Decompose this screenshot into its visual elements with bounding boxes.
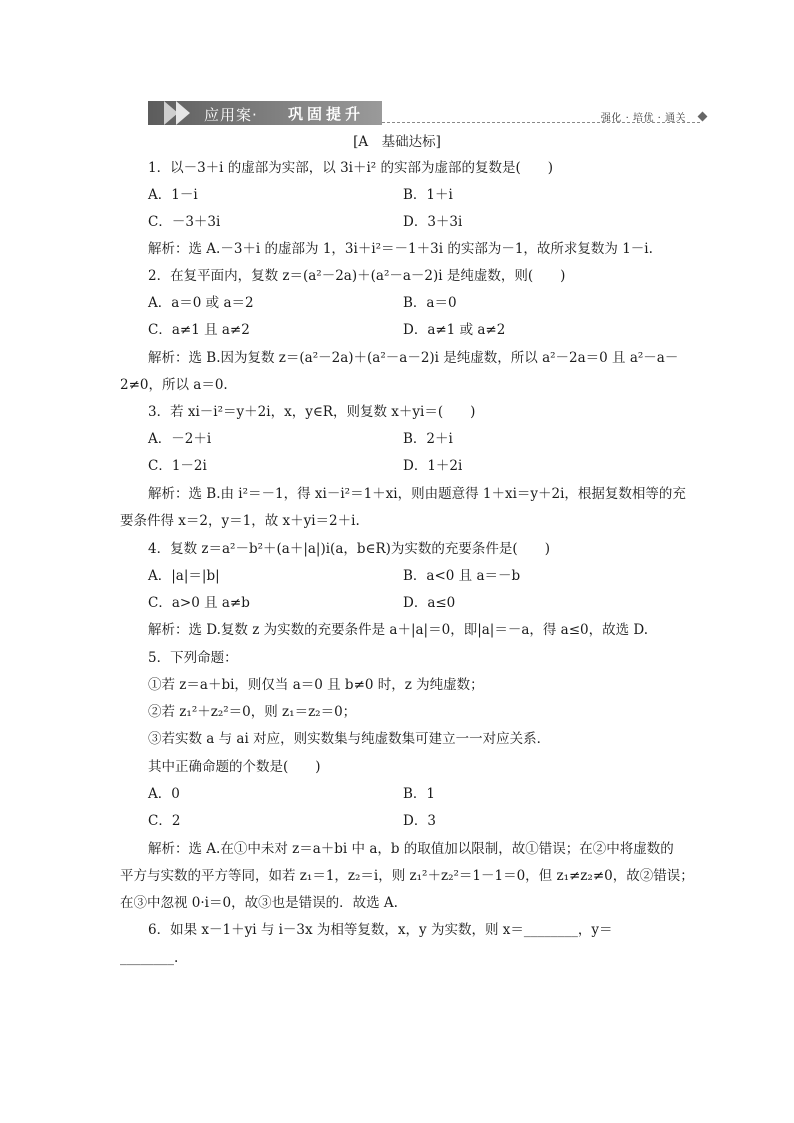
header-title-right: 巩固提升 xyxy=(288,105,365,123)
q5-option-b: B．1 xyxy=(403,786,436,802)
question-3-stem: 3．若 xi－i²＝y＋2i，x，y∈R，则复数 x＋yi＝( ) xyxy=(148,404,476,420)
chevron-icon xyxy=(176,101,190,125)
question-6-line-1: 6．如果 x－1＋yi 与 i－3x 为相等复数，x，y 为实数，则 x＝________，y＝ xyxy=(148,922,613,938)
header-tagline: 强化 · 培优 · 通关 xyxy=(600,113,686,124)
q5-proposition-3: ③若实数 a 与 ai 对应，则实数集与纯虚数集可建立一一对应关系． xyxy=(148,731,551,747)
q1-option-b: B．1＋i xyxy=(403,187,453,203)
q1-solution: 解析：选 A.－3＋i 的虚部为 1，3i＋i²＝－1＋3i 的实部为－1，故所求复数为 1－i. xyxy=(148,241,653,257)
q1-option-c: C．－3＋3i xyxy=(148,214,221,230)
q3-option-b: B．2＋i xyxy=(403,431,453,447)
q5-solution-line-2: 平方与实数的平方等同，如若 z₁＝1，z₂＝i，则 z₁²＋z₂²＝1－1＝0，但 z₁≠z₂≠0，故②错误； xyxy=(120,868,694,884)
question-2-stem: 2．在复平面内，复数 z＝(a²－2a)＋(a²－a－2)i 是纯虚数，则( ) xyxy=(148,268,566,284)
q3-option-c: C．1－2i xyxy=(148,458,207,474)
q5-proposition-2: ②若 z₁²＋z₂²＝0，则 z₁＝z₂＝0； xyxy=(148,704,357,720)
q2-option-a: A．a＝0 或 a＝2 xyxy=(148,295,254,311)
question-1-stem: 1．以－3＋i 的虚部为实部，以 3i＋i² 的实部为虚部的复数是( ) xyxy=(148,160,554,176)
q3-solution-line-2: 要条件得 x＝2，y＝1，故 x＋yi＝2＋i. xyxy=(120,513,360,529)
q4-option-c: C．a>0 且 a≠b xyxy=(148,595,250,611)
question-5-stem: 5．下列命题： xyxy=(148,650,238,666)
q2-option-b: B．a＝0 xyxy=(403,295,457,311)
q5-proposition-1: ①若 z＝a＋bi，则仅当 a＝0 且 b≠0 时，z 为纯虚数； xyxy=(148,677,484,693)
q5-option-c: C．2 xyxy=(148,813,181,829)
q4-option-a: A．|a|＝|b| xyxy=(148,568,220,584)
q1-option-a: A．1－i xyxy=(148,187,198,203)
q3-solution-line-1: 解析：选 B.由 i²＝－1，得 xi－i²＝1＋xi，则由题意得 1＋xi＝y＋2i，根据复数相等的充 xyxy=(148,486,686,502)
section-header xyxy=(148,101,708,127)
q4-option-d: D．a≤0 xyxy=(403,595,456,611)
q2-option-c: C．a≠1 且 a≠2 xyxy=(148,322,250,338)
q1-option-d: D．3＋3i xyxy=(403,214,463,230)
q2-solution-line-1: 解析：选 B.因为复数 z＝(a²－2a)＋(a²－a－2)i 是纯虚数，所以 a²－2a＝0 且 a²－a－ xyxy=(148,350,679,366)
q2-solution-line-2: 2≠0，所以 a＝0. xyxy=(120,377,228,393)
q5-solution-line-3: 在③中忽视 0·i＝0，故③也是错误的．故选 A. xyxy=(120,895,398,911)
question-6-line-2: ________. xyxy=(120,950,179,966)
header-title-left: 应用案· xyxy=(204,106,258,124)
q2-option-d: D．a≠1 或 a≠2 xyxy=(403,322,506,338)
q3-option-d: D．1＋2i xyxy=(403,458,463,474)
q5-question: 其中正确命题的个数是( ) xyxy=(148,759,321,775)
section-title: [A 基础达标] xyxy=(353,134,441,150)
q5-solution-line-1: 解析：选 A.在①中未对 z＝a＋bi 中 a，b 的取值加以限制，故①错误；在②中将虚数的 xyxy=(148,841,674,857)
question-4-stem: 4．复数 z＝a²－b²＋(a＋|a|)i(a，b∈R)为实数的充要条件是( ) xyxy=(148,541,550,557)
q4-solution: 解析：选 D.复数 z 为实数的充要条件是 a＋|a|＝0，即|a|＝－a，得 a≤0，故选 D. xyxy=(148,622,649,638)
q3-option-a: A．－2＋i xyxy=(148,431,212,447)
q5-option-d: D．3 xyxy=(403,813,436,829)
q5-option-a: A．0 xyxy=(148,786,180,802)
diamond-icon xyxy=(698,112,708,122)
q4-option-b: B．a<0 且 a＝－b xyxy=(403,568,521,584)
